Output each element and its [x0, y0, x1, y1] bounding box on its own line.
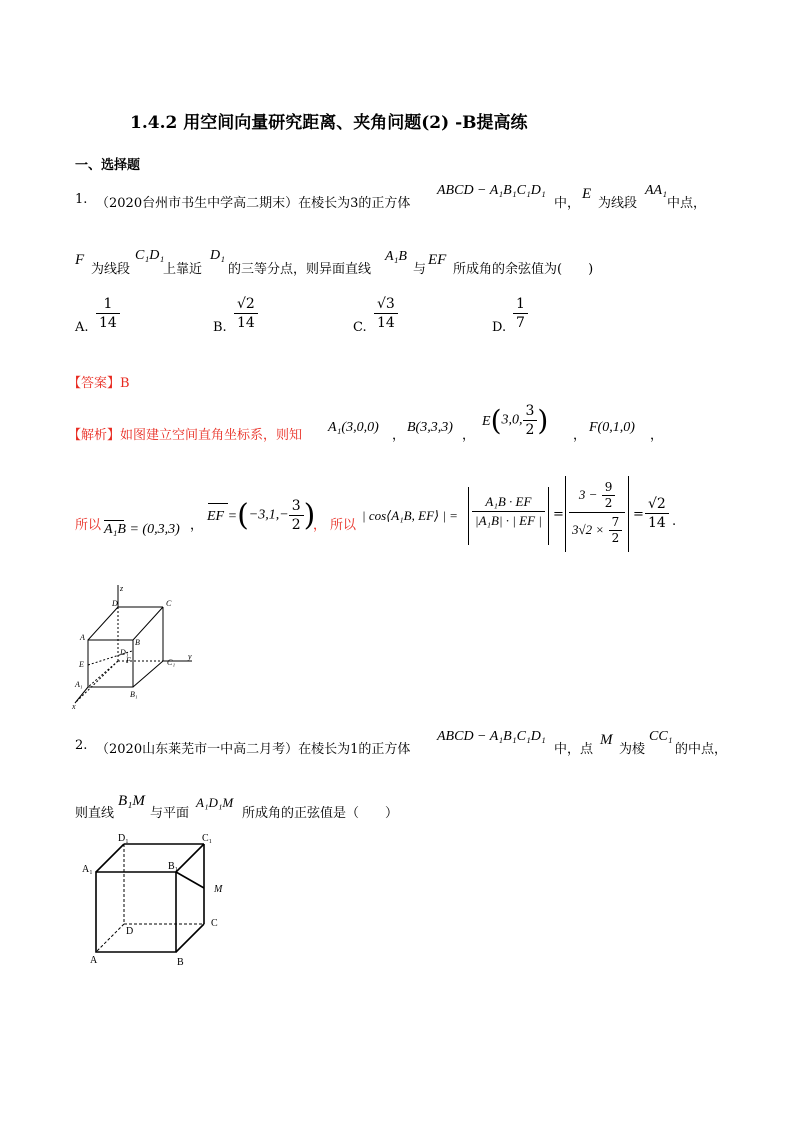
- point-e-coords: E(3,0, $\frac{3}{2}$ ): [482, 403, 549, 438]
- comma-5: ，: [190, 518, 204, 533]
- cos-expression: | cos⟨A₁B, EF⟩ | =: [362, 508, 458, 523]
- figure-1-cube: [70, 585, 200, 710]
- so-label-2: 所以: [330, 518, 357, 533]
- option-d-label[interactable]: D.: [492, 320, 507, 335]
- option-a-label[interactable]: A.: [75, 320, 89, 335]
- equals-1: =: [553, 507, 564, 522]
- fig2-label-a1: A₁: [82, 864, 93, 875]
- question-1-segment-aa1: AA₁: [645, 183, 667, 198]
- fig2-label-d: D: [126, 926, 134, 937]
- fig1-label-c: C: [166, 599, 172, 608]
- question-1-text-2c: 的三等分点，则异面直线: [228, 262, 372, 277]
- question-2-number: 2.: [75, 738, 88, 753]
- question-1-text-2e: 所成角的余弦值为( ): [453, 262, 594, 277]
- comma-4: ，: [650, 428, 664, 443]
- option-d-value[interactable]: $\frac{1}{7}$: [513, 295, 528, 332]
- equals-2: =: [633, 507, 644, 522]
- fig1-label-e: E: [79, 660, 84, 669]
- comma-2: ，: [462, 428, 476, 443]
- question-2-plane-a1d1m: A₁D₁M: [196, 795, 234, 810]
- fig2-label-c: C: [211, 918, 218, 929]
- question-1-cube: ABCD − A₁B₁C₁D₁: [437, 183, 546, 198]
- fig1-label-a1: A₁: [75, 680, 83, 689]
- period: .: [672, 514, 677, 529]
- fig1-label-b: B: [135, 638, 140, 647]
- question-1-text-mid2: 为线段: [598, 196, 638, 211]
- axis-x-label: x: [72, 702, 76, 710]
- question-2-text-2b: 与平面: [150, 806, 190, 821]
- option-b-label[interactable]: B.: [213, 320, 227, 335]
- fig2-label-a: A: [90, 955, 98, 966]
- result-fraction: $\frac{√2}{14}$: [645, 495, 669, 532]
- option-c-value[interactable]: $\frac{√3}{14}$: [374, 295, 398, 332]
- fig2-label-c1: C₁: [202, 833, 213, 844]
- comma-3: ，: [573, 428, 587, 443]
- vector-a1b: A₁B = (0,3,3): [104, 522, 180, 537]
- axis-z-label: z: [120, 585, 124, 593]
- question-2-cube: ABCD − A₁B₁C₁D₁: [437, 729, 546, 744]
- question-1-segment-c1d1: C₁D₁: [135, 248, 165, 263]
- fig1-label-f: F: [126, 656, 131, 665]
- question-1-source: （2020台州市书生中学高二期末）在棱长为3的正方体: [96, 196, 411, 211]
- so-label: 所以: [75, 518, 102, 533]
- question-2-text-mid3: 的中点，: [675, 742, 728, 757]
- fig1-label-c1: C₁: [167, 658, 176, 667]
- cos-fraction: $\frac{\text{A₁B · EF}}{\text{|A₁B| · | EF |}}$: [468, 487, 549, 545]
- analysis-intro: 【解析】如图建立空间直角坐标系，则知: [68, 428, 303, 443]
- comma-so: ，: [313, 518, 327, 533]
- question-1-point-f: F: [75, 252, 85, 268]
- page-title: 1.4.2 用空间向量研究距离、夹角问题(2) -B提高练: [130, 113, 528, 133]
- question-1-text-2a: 为线段: [91, 262, 131, 277]
- fig2-label-b1: B₁: [168, 861, 179, 872]
- question-2-edge-cc1: CC₁: [649, 729, 673, 744]
- question-1-text-mid1: 中，: [554, 196, 581, 211]
- point-f: F(0,1,0): [589, 420, 635, 435]
- axis-y-label: y: [188, 652, 192, 661]
- question-1-text-2d: 与: [413, 262, 427, 277]
- section-heading: 一、选择题: [75, 158, 141, 173]
- question-1-number: 1.: [75, 192, 88, 207]
- question-2-source: （2020山东莱芜市一中高二月考）在棱长为1的正方体: [96, 742, 411, 757]
- point-b: B(3,3,3): [407, 420, 453, 435]
- option-a-value[interactable]: $\frac{1}{14}$: [96, 295, 120, 332]
- fig2-label-b: B: [177, 957, 184, 968]
- fig1-label-a: A: [80, 633, 85, 642]
- question-2-text-mid1: 中，点: [554, 742, 594, 757]
- fig1-label-b1: B₁: [130, 690, 138, 699]
- question-1-line-ef: EF: [428, 252, 447, 268]
- vector-bar-a1b: [104, 520, 124, 521]
- value-fraction: 3 − $\frac{9}{2}$ 3√2 × $\frac{7}{2}$: [565, 476, 629, 552]
- answer: 【答案】B: [68, 376, 130, 391]
- question-1-line-a1b: A₁B: [385, 249, 407, 264]
- option-b-value[interactable]: $\frac{√2}{14}$: [234, 295, 258, 332]
- fig2-label-d1: D₁: [118, 833, 129, 844]
- question-1-point-e: E: [582, 186, 592, 202]
- comma-1: ，: [392, 428, 406, 443]
- question-2-point-m: M: [600, 732, 613, 748]
- question-2-text-mid2: 为棱: [619, 742, 646, 757]
- question-2-text-2a: 则直线: [75, 806, 115, 821]
- figure-2-cube: [80, 830, 230, 970]
- fig2-label-m: M: [214, 884, 223, 895]
- question-2-line-b1m: B₁M: [118, 793, 145, 809]
- fig1-label-d1: D₁: [120, 648, 129, 657]
- question-1-text-mid3: 中点，: [667, 196, 707, 211]
- point-a1: A₁(3,0,0): [328, 420, 379, 435]
- question-1-point-d1: D₁: [210, 248, 225, 263]
- option-c-label[interactable]: C.: [353, 320, 367, 335]
- question-2-text-2c: 所成角的正弦值是（ ）: [242, 806, 399, 821]
- question-1-text-2b: 上靠近: [163, 262, 203, 277]
- vector-ef: EF =(−3,1,− $\frac{3}{2}$ ): [207, 498, 316, 533]
- fig1-label-d: D: [112, 599, 118, 608]
